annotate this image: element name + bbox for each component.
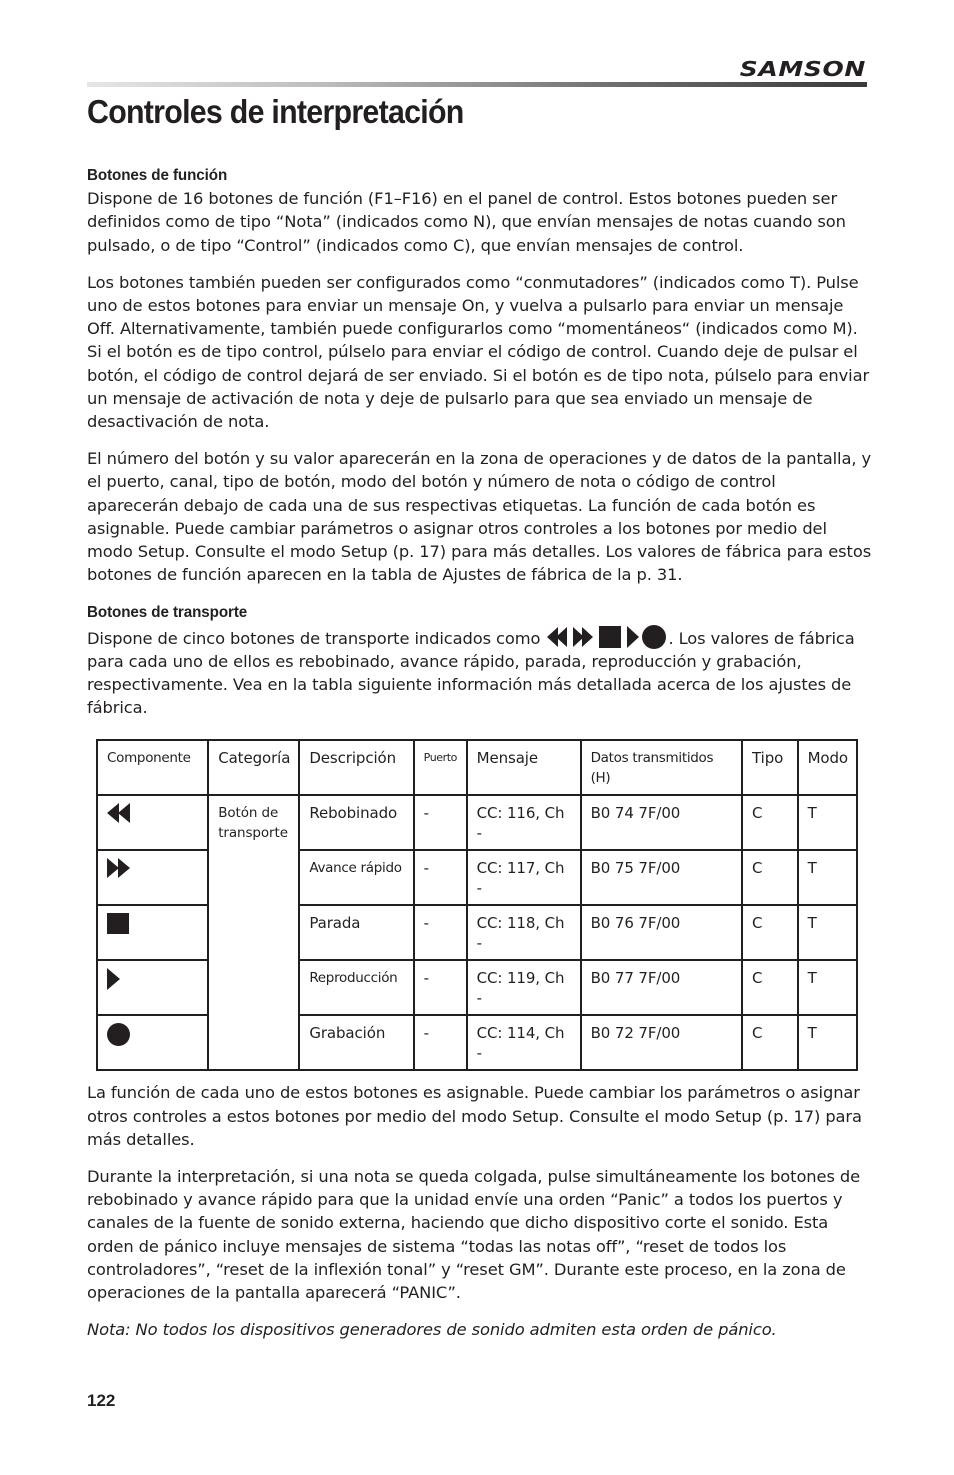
page-number: 122 xyxy=(87,1391,116,1410)
transport-icons-inline xyxy=(547,625,666,649)
data-cell: B0 74 7F/00 xyxy=(581,795,742,850)
section-heading-transport-buttons: Botones de transporte xyxy=(87,604,248,622)
description-cell: Parada xyxy=(299,905,413,960)
port-cell: - xyxy=(414,850,467,905)
th-puerto: Puerto xyxy=(414,740,467,795)
paragraph-transport-intro xyxy=(87,625,872,720)
port-cell: - xyxy=(414,905,467,960)
mode-cell: T xyxy=(798,795,857,850)
note-text: Nota: No todos los dispositivos generadores de sonido admiten esta orden de pánico. xyxy=(87,1320,777,1340)
th-tipo: Tipo xyxy=(742,740,798,795)
message-cell: CC: 116, Ch - xyxy=(467,795,581,850)
th-datos: Datos transmitidos (H) xyxy=(581,740,742,795)
data-cell: B0 75 7F/00 xyxy=(581,850,742,905)
type-cell: C xyxy=(742,1015,798,1070)
record-icon xyxy=(642,625,666,649)
mode-cell: T xyxy=(798,905,857,960)
description-cell: Grabación xyxy=(299,1015,413,1070)
message-cell: CC: 119, Ch - xyxy=(467,960,581,1015)
message-cell: CC: 118, Ch - xyxy=(467,905,581,960)
th-mensaje: Mensaje xyxy=(467,740,581,795)
data-cell: B0 76 7F/00 xyxy=(581,905,742,960)
component-cell xyxy=(97,850,208,905)
component-cell xyxy=(97,795,208,850)
mode-cell: T xyxy=(798,850,857,905)
rewind-icon xyxy=(547,627,567,647)
data-cell: B0 72 7F/00 xyxy=(581,1015,742,1070)
fast-forward-icon xyxy=(107,858,130,878)
type-cell: C xyxy=(742,850,798,905)
message-cell: CC: 114, Ch - xyxy=(467,1015,581,1070)
brand-logo: SAMSON xyxy=(739,57,866,81)
category-cell: Botón de transporte xyxy=(208,795,299,1070)
th-descripcion: Descripción xyxy=(299,740,413,795)
transport-intro-after: . Los valores de fábrica para cada uno de ellos es rebobinado, avance rápido, parada, reproducción y grabación, respectivamente. Vea en la tabla siguiente información más detallada acerca de los ajustes de fábrica. xyxy=(87,628,855,718)
port-cell: - xyxy=(414,1015,467,1070)
type-cell: C xyxy=(742,905,798,960)
description-cell: Avance rápido xyxy=(299,850,413,905)
component-cell xyxy=(97,960,208,1015)
header-rule xyxy=(87,82,867,87)
port-cell: - xyxy=(414,960,467,1015)
fast-forward-icon xyxy=(573,627,593,647)
paragraph-after-table-1: La función de cada uno de estos botones es asignable. Puede cambiar los parámetros o asignar otros controles a estos botones por medio del modo Setup. Consulte el modo Setup (p. 17) para más detalles. xyxy=(87,1083,862,1149)
description-cell: Rebobinado xyxy=(299,795,413,850)
message-cell: CC: 117, Ch - xyxy=(467,850,581,905)
paragraph-function-1: Dispone de 16 botones de función (F1–F16) en el panel de control. Estos botones pueden ser definidos como de tipo “Nota” (indicados como N), que envían mensajes de notas cuando son pulsado, o de tipo “Control” (indicados como C), que envían mensajes de control. xyxy=(87,189,846,255)
paragraph-function-2: Los botones también pueden ser configurados como “conmutadores” (indicados como T). Pulse uno de estos botones para enviar un mensaje On, y vuelva a pulsarlo para enviar un mensaje Off. Alternativamente, también puede configurarlos como “momentáneos“ (indicados como M). Si el botón es de tipo control, púlselo para enviar el código de control. Cuando deje de pulsar el botón, el código de control dejará de ser enviado. Si el botón es de tipo nota, púlselo para enviar un mensaje de activación de nota y deje de pulsarlo para que sea enviado un mensaje de desactivación de nota. xyxy=(87,272,870,432)
stop-icon xyxy=(599,626,621,648)
section-heading-function-buttons: Botones de función xyxy=(87,167,228,184)
page-content xyxy=(87,163,872,1356)
th-categoria: Categoría xyxy=(208,740,299,795)
type-cell: C xyxy=(742,795,798,850)
transport-intro-before: Dispone de cinco botones de transporte indicados como xyxy=(87,628,541,648)
component-cell xyxy=(97,905,208,960)
record-icon xyxy=(107,1023,130,1046)
type-cell: C xyxy=(742,960,798,1015)
play-icon xyxy=(627,626,639,648)
description-cell: Reproducción xyxy=(299,960,413,1015)
th-componente: Componente xyxy=(97,740,208,795)
component-cell xyxy=(97,1015,208,1070)
paragraph-after-table-2: Durante la interpretación, si una nota se queda colgada, pulse simultáneamente los botones de rebobinado y avance rápido para que la unidad envíe una orden “Panic” a todos los puertos y canales de la fuente de sonido externa, haciendo que dicho dispositivo corte el sonido. Esta orden de pánico incluye mensajes de sistema “todas las notas off”, “reset de todos los controladores”, “reset de la inflexión tonal” y “reset GM”. Durante este proceso, en la zona de operaciones de la pantalla aparecerá “PANIC”. xyxy=(87,1167,861,1303)
data-cell: B0 77 7F/00 xyxy=(581,960,742,1015)
table-row xyxy=(97,795,857,850)
page-title: Controles de interpretación xyxy=(87,93,464,130)
paragraph-function-3: El número del botón y su valor aparecerán en la zona de operaciones y de datos de la pantalla, y el puerto, canal, tipo de botón, modo del botón y número de nota o código de control aparecerán debajo de cada una de sus respectivas etiquetas. La función de cada botón es asignable. Puede cambiar parámetros o asignar otros controles a los botones por medio del modo Setup. Consulte el modo Setup (p. 17) para más detalles. Los valores de fábrica para estos botones de función aparecen en la tabla de Ajustes de fábrica de la p. 31. xyxy=(87,449,872,585)
rewind-icon xyxy=(107,803,130,823)
transport-table xyxy=(96,739,858,1071)
play-icon xyxy=(107,968,120,990)
mode-cell: T xyxy=(798,960,857,1015)
table-header-row xyxy=(97,740,857,795)
stop-icon xyxy=(107,913,129,934)
th-modo: Modo xyxy=(798,740,857,795)
port-cell: - xyxy=(414,795,467,850)
mode-cell: T xyxy=(798,1015,857,1070)
